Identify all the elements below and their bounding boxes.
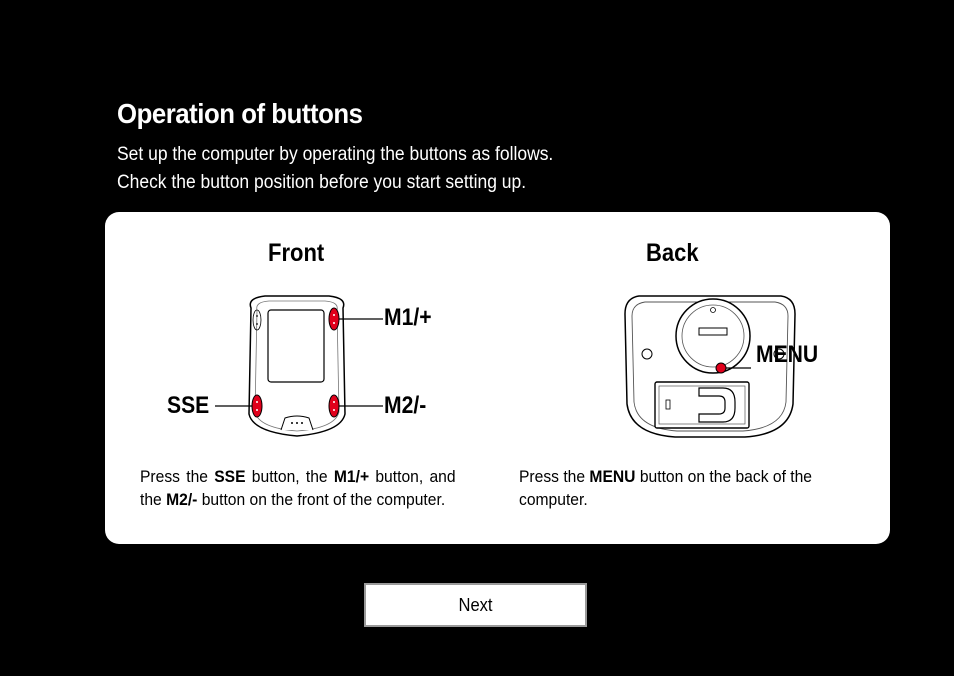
sse-button: [252, 395, 262, 417]
front-device-screen: [268, 310, 324, 382]
next-button[interactable]: [364, 583, 587, 627]
sse-label: SSE: [167, 392, 210, 419]
m2-button: [329, 395, 339, 417]
m1-label: M1/+: [384, 304, 432, 331]
back-heading: Back: [646, 239, 699, 267]
page-title: Operation of buttons: [117, 98, 363, 129]
instruction-panel: [105, 212, 890, 544]
m2-label: M2/-: [384, 392, 427, 419]
menu-button: [716, 363, 726, 373]
subtitle-line-1: Set up the computer by operating the buttons as follows.: [117, 144, 554, 165]
m1-button: [329, 308, 339, 330]
battery-cover: [676, 299, 750, 373]
back-description: Press the MENU button on the back of the computer.: [519, 467, 813, 509]
front-heading: Front: [268, 239, 325, 267]
subtitle-line-2: Check the button position before you start setting up.: [117, 172, 527, 193]
next-button-label: Next: [458, 594, 493, 615]
menu-label: MENU: [756, 341, 819, 368]
front-description: Press the SSE button, the M1/+ button, and the M2/- button on the front of the computer.: [140, 467, 456, 509]
page-subtitle: [117, 141, 553, 197]
